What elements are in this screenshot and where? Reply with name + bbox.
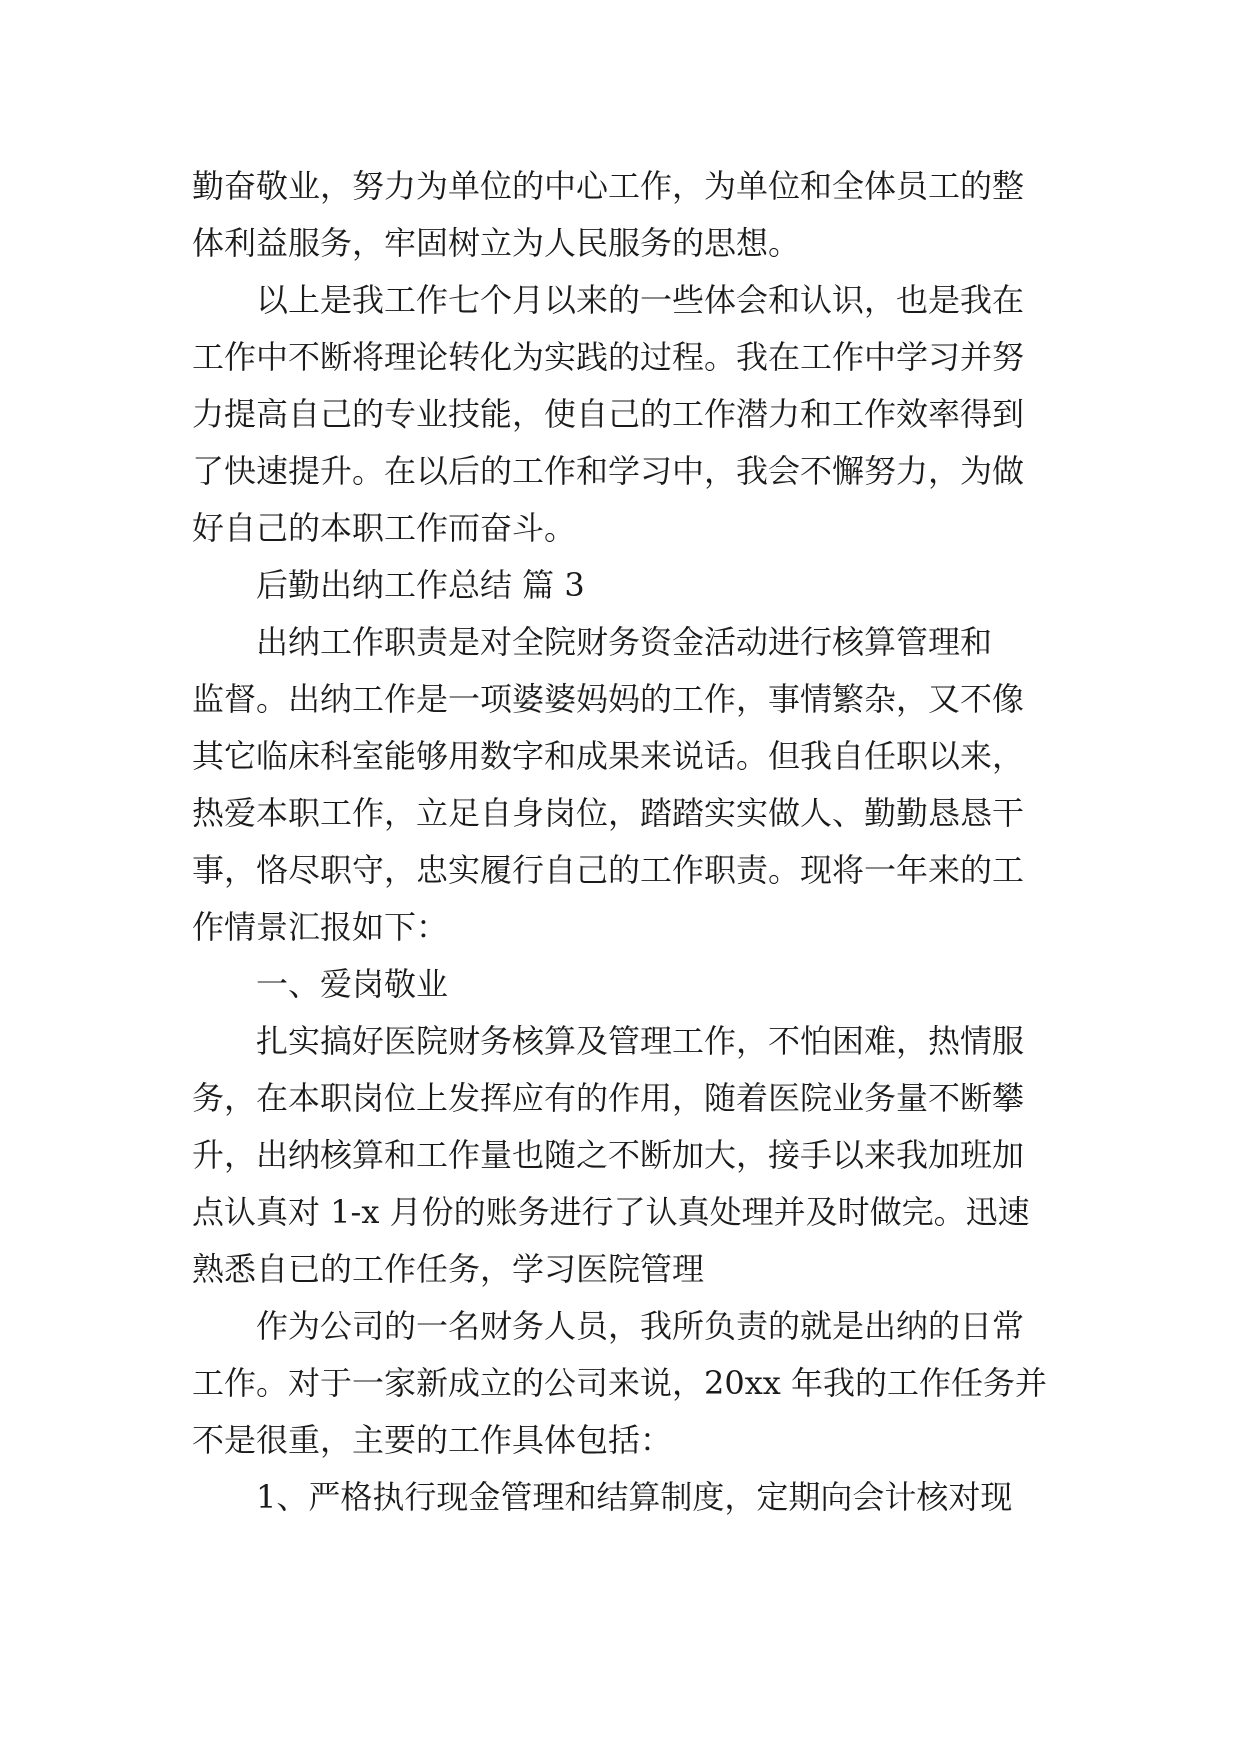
text-line: 力提高自己的专业技能，使自己的工作潜力和工作效率得到 [192,395,1025,433]
text-line: 工作。对于一家新成立的公司来说，20xx 年我的工作任务并 [192,1364,1047,1402]
section-heading: 后勤出纳工作总结 篇 3 [256,566,585,604]
text-line: 体利益服务，牢固树立为人民服务的思想。 [192,224,801,262]
paragraph-start-line: 扎实搞好医院财务核算及管理工作，不怕困难，热情服 [256,1022,1025,1060]
text-line: 好自己的本职工作而奋斗。 [192,509,577,547]
paragraph-start-line: 作为公司的一名财务人员，我所负责的就是出纳的日常 [256,1307,1025,1345]
subsection-heading: 一、爱岗敬业 [256,965,449,1003]
paragraph-start-line: 以上是我工作七个月以来的一些体会和认识，也是我在 [256,281,1025,319]
text-line: 熟悉自已的工作任务，学习医院管理 [192,1250,705,1288]
text-line: 其它临床科室能够用数字和成果来说话。但我自任职以来， [192,737,1025,775]
text-line: 点认真对 1-x 月份的账务进行了认真处理并及时做完。迅速 [192,1193,1030,1231]
text-line: 不是很重，主要的工作具体包括： [192,1421,673,1459]
document-body [192,158,1072,1526]
list-item-line: 1、严格执行现金管理和结算制度，定期向会计核对现 [256,1478,1013,1516]
text-line: 勤奋敬业，努力为单位的中心工作，为单位和全体员工的整 [192,167,1025,205]
text-line: 了快速提升。在以后的工作和学习中，我会不懈努力，为做 [192,452,1025,490]
text-line: 作情景汇报如下： [192,908,449,946]
paragraph-start-line: 出纳工作职责是对全院财务资金活动进行核算管理和 [256,623,993,661]
text-line: 升，出纳核算和工作量也随之不断加大，接手以来我加班加 [192,1136,1025,1174]
text-line: 热爱本职工作，立足自身岗位，踏踏实实做人、勤勤恳恳干 [192,794,1025,832]
text-line: 监督。出纳工作是一项婆婆妈妈的工作，事情繁杂，又不像 [192,680,1025,718]
text-line: 工作中不断将理论转化为实践的过程。我在工作中学习并努 [192,338,1025,376]
text-line: 务，在本职岗位上发挥应有的作用，随着医院业务量不断攀 [192,1079,1025,1117]
text-line: 事，恪尽职守，忠实履行自己的工作职责。现将一年来的工 [192,851,1025,889]
